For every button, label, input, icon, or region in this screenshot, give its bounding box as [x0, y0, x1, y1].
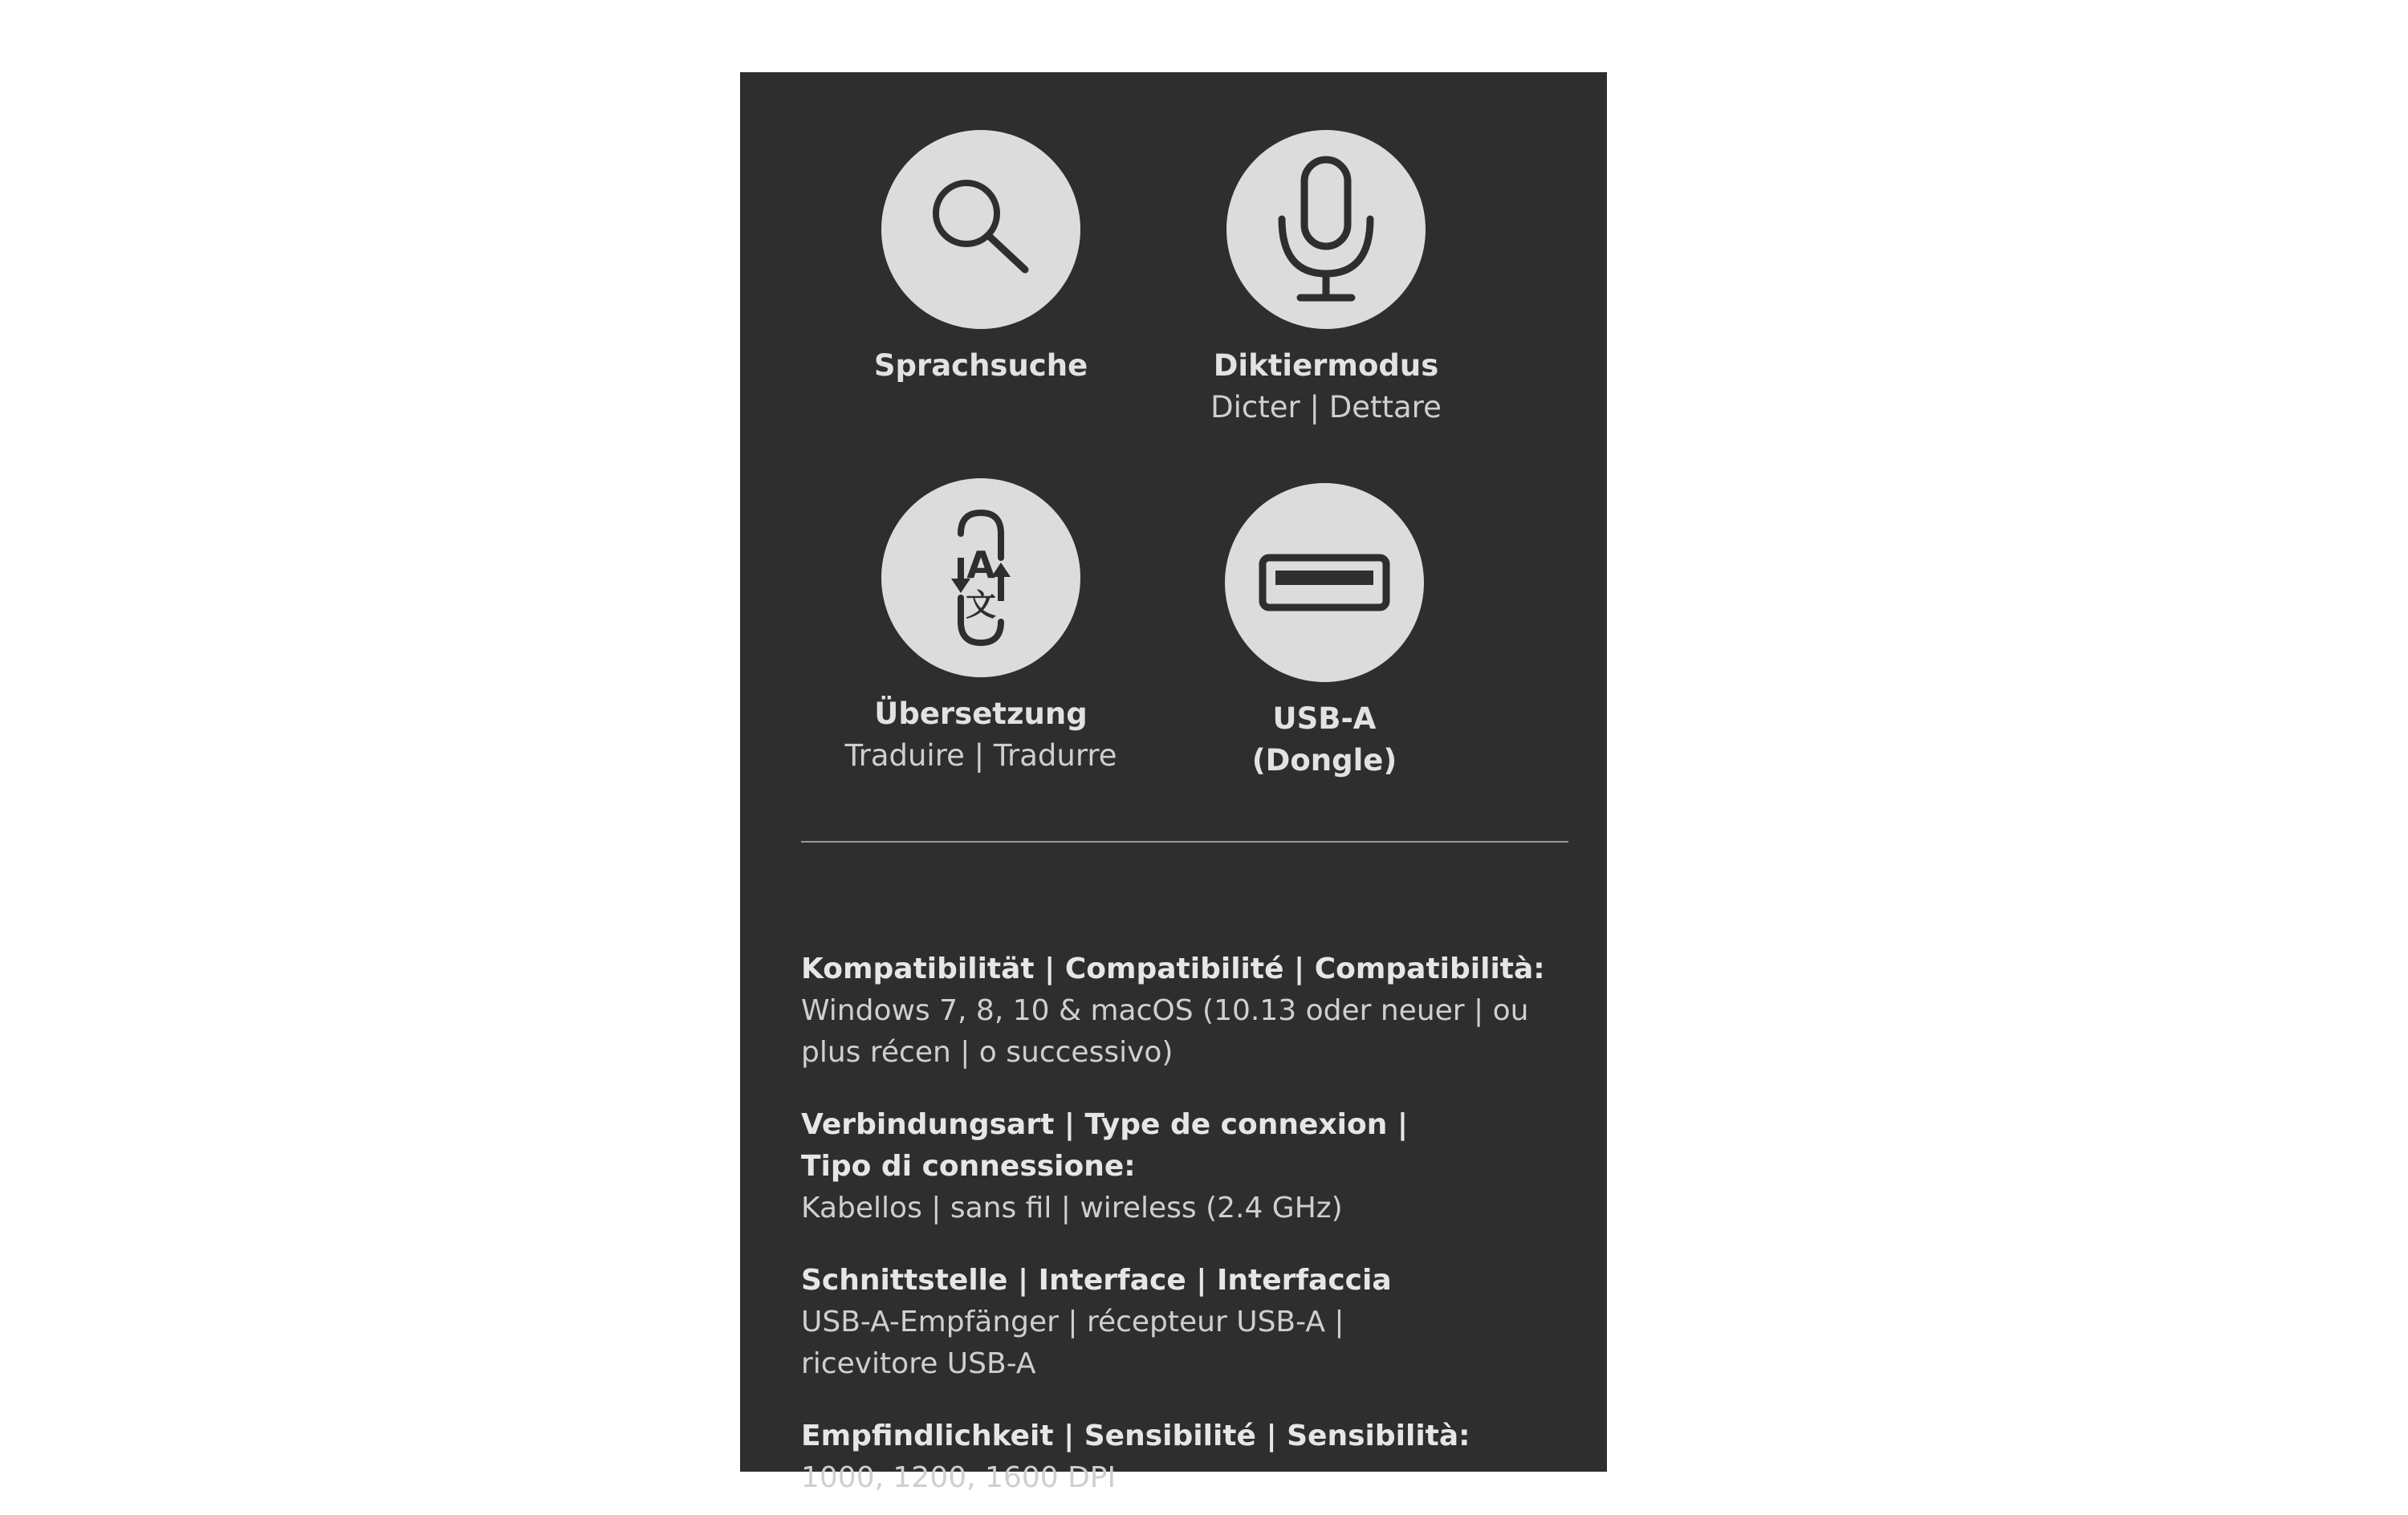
- feature-title: Sprachsuche: [873, 348, 1088, 383]
- feature-translation: [804, 478, 1157, 777]
- microphone-icon-circle: [1226, 130, 1426, 329]
- usb-a-icon-circle: [1225, 483, 1424, 682]
- microphone-icon: [1254, 153, 1398, 306]
- feature-subtitle: Traduire | Tradurre: [844, 738, 1117, 773]
- spec-label: Empfindlichkeit | Sensibilité | Sensibilità:: [801, 1420, 1470, 1452]
- feature-title: Übersetzung: [874, 697, 1088, 731]
- spec-label: Verbindungsart | Type de connexion | Tipo di connessione:: [801, 1108, 1409, 1183]
- feature-title: USB-A: [1272, 701, 1377, 736]
- spec-label: Kompatibilität | Compatibilité | Compatibilità:: [801, 952, 1545, 985]
- feature-usb-a: [1148, 483, 1501, 782]
- spec-compatibility: [801, 948, 1588, 1074]
- spec-value: 1000, 1200, 1600 DPI: [801, 1461, 1117, 1494]
- search-icon: [917, 165, 1045, 294]
- translate-icon-circle: [881, 478, 1080, 677]
- search-icon-circle: [881, 130, 1080, 329]
- spec-value: Windows 7, 8, 10 & macOS (10.13 oder neuer | ou plus récen | o successivo): [801, 994, 1529, 1069]
- feature-subtitle: (Dongle): [1251, 743, 1397, 778]
- svg-text:文: 文: [965, 587, 997, 623]
- translate-icon: [913, 502, 1049, 654]
- spec-interface: [801, 1260, 1588, 1385]
- spec-card: [740, 72, 1607, 1494]
- spec-label: Schnittstelle | Interface | Interfaccia: [801, 1264, 1392, 1297]
- feature-subtitle: Dicter | Dettare: [1210, 390, 1442, 424]
- feature-voice-search: [804, 130, 1157, 387]
- usb-a-port-icon: [1256, 546, 1393, 619]
- svg-text:A: A: [966, 543, 995, 587]
- specs-list: [801, 948, 1588, 1515]
- feature-title: Diktiermodus: [1213, 348, 1439, 383]
- spec-sensitivity: [801, 1415, 1588, 1499]
- spec-connection-type: [801, 1104, 1588, 1229]
- section-divider: [801, 841, 1568, 843]
- spec-value: Kabellos | sans fil | wireless (2.4 GHz): [801, 1192, 1343, 1225]
- spec-value: USB-A-Empfänger | récepteur USB-A | ricevitore USB-A: [801, 1306, 1344, 1380]
- feature-dictation: [1149, 130, 1503, 429]
